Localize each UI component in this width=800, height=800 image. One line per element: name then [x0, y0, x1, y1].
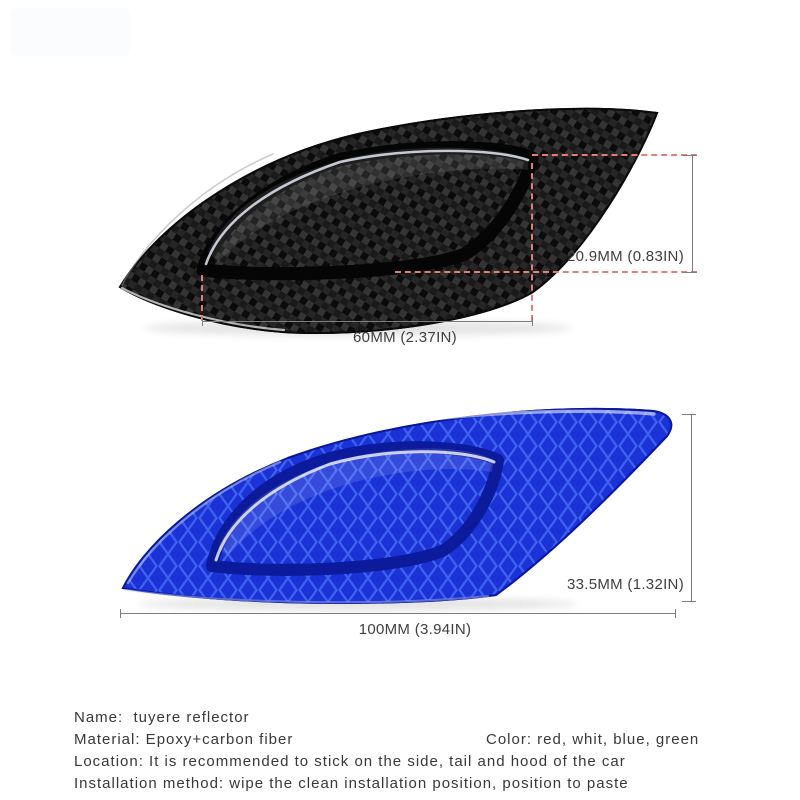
- height-dimension-label-top-product: 20.9MM (0.83IN): [566, 248, 684, 265]
- height-measure-line-bottom-product: [682, 414, 696, 602]
- height-dimension-label-bottom-product: 33.5MM (1.32IN): [566, 576, 684, 593]
- dimension-dash-bottom-edge: [395, 271, 697, 273]
- body-gloss: [123, 409, 671, 603]
- spec-color: Color: red, whit, blue, green: [486, 731, 700, 748]
- spec-material: Material: Epoxy+carbon fiber: [74, 731, 294, 748]
- spec-name: Name: tuyere reflector: [74, 709, 250, 726]
- dimension-dash-right-edge: [531, 163, 533, 321]
- width-dimension-label-top-product: 60MM (2.37IN): [353, 329, 457, 346]
- dimension-dash-left-edge: [201, 275, 203, 321]
- spec-location: Location: It is recommended to stick on the side, tail and hood of the car: [74, 753, 626, 770]
- faint-watermark: [10, 8, 130, 56]
- height-measure-line-top-product: [683, 155, 697, 273]
- width-dimension-label-bottom-product: 100MM (3.94IN): [358, 621, 472, 638]
- width-measure-line-top-product: [202, 317, 533, 326]
- product-photo-black-reflector: [108, 92, 678, 342]
- spec-installation: Installation method: wipe the clean installation position, position to paste: [74, 775, 629, 792]
- dimension-dash-top-edge: [532, 154, 697, 156]
- width-measure-line-bottom-product: [120, 609, 676, 618]
